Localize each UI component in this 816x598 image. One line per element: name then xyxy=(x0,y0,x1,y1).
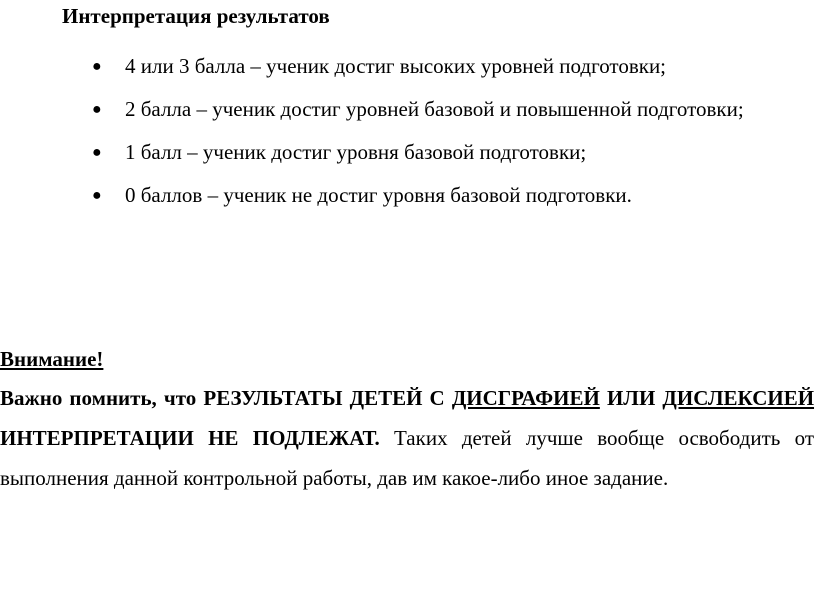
bullet-icon: ● xyxy=(92,144,102,161)
warning-block xyxy=(0,340,814,498)
bullet-icon: ● xyxy=(92,187,102,204)
list-item xyxy=(0,174,816,217)
bullet-icon: ● xyxy=(92,58,102,75)
list-item-text: 4 или 3 балла – ученик достиг высоких уровней подготовки; xyxy=(125,54,667,78)
list-item xyxy=(0,88,816,131)
dysgraphia-term: ДИСГРАФИЕЙ xyxy=(451,386,600,410)
dyslexia-term: ДИСЛЕКСИЕЙ xyxy=(662,386,815,410)
list-item xyxy=(0,131,816,174)
warning-part-1: Важно помнить, что РЕЗУЛЬТАТЫ ДЕТЕЙ С xyxy=(0,386,445,410)
warning-part-3: ИНТЕРПРЕТАЦИИ НЕ ПОДЛЕЖАТ. xyxy=(0,426,380,450)
warning-title: Внимание! xyxy=(0,347,104,371)
warning-part-2: ИЛИ xyxy=(606,386,656,410)
list-item-text: 0 баллов – ученик не достиг уровня базовой подготовки. xyxy=(125,183,632,207)
bullet-icon: ● xyxy=(92,101,102,118)
list-item xyxy=(0,45,816,88)
warning-part-4: Таких детей лучше вообще освободить от выполнения данной контрольной работы, дав им какое-либо иное задание. xyxy=(0,426,815,490)
bullet-list xyxy=(0,45,816,217)
list-item-text: 2 балла – ученик достиг уровней базовой и повышенной подготовки; xyxy=(125,97,744,121)
section-heading: Интерпретация результатов xyxy=(62,4,330,28)
warning-text xyxy=(0,378,814,498)
list-item-text: 1 балл – ученик достиг уровня базовой подготовки; xyxy=(125,140,587,164)
